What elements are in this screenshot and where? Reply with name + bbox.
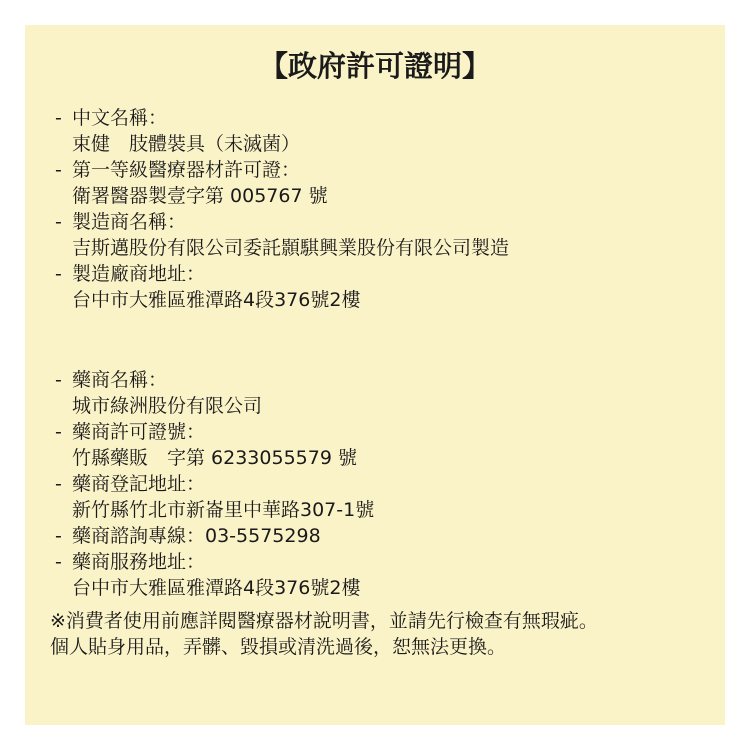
item-label: 藥商諮詢專線：03-5575298 xyxy=(72,525,321,547)
bullet-dash: - xyxy=(55,551,62,573)
list-item-label xyxy=(55,157,300,183)
page-title: 【政府許可證明】 xyxy=(258,49,491,83)
list-item-label xyxy=(55,419,205,445)
item-label: 製造廠商地址： xyxy=(72,263,206,285)
bullet-dash: - xyxy=(55,159,62,181)
list-item-label xyxy=(55,549,205,575)
list-item-label xyxy=(55,261,205,287)
list-item-label xyxy=(55,471,205,497)
list-item-value: 竹縣藥販 字第 6233055579 號 xyxy=(72,447,357,469)
bullet-dash: - xyxy=(55,525,62,547)
list-item-value: 台中市大雅區雅潭路4段376號2樓 xyxy=(72,577,361,599)
list-item-value: 衛署醫器製壹字第 005767 號 xyxy=(72,185,328,207)
list-item-label xyxy=(55,367,167,393)
list-item-label xyxy=(55,105,167,131)
list-item-label xyxy=(55,523,321,549)
bullet-dash: - xyxy=(55,211,62,233)
item-label: 製造商名稱： xyxy=(72,211,187,233)
item-label: 藥商登記地址： xyxy=(72,473,206,495)
item-label: 第一等級醫療器材許可證： xyxy=(72,159,301,181)
bullet-dash: - xyxy=(55,421,62,443)
item-label: 藥商名稱： xyxy=(72,369,168,391)
item-label: 藥商服務地址： xyxy=(72,551,206,573)
bullet-dash: - xyxy=(55,263,62,285)
list-item-value: 城市綠洲股份有限公司 xyxy=(72,395,263,417)
bullet-dash: - xyxy=(55,369,62,391)
note-line: ※消費者使用前應詳閱醫療器材說明書，並請先行檢查有無瑕疵。 xyxy=(50,610,598,632)
list-item-label xyxy=(55,209,186,235)
list-item-value: 吉斯邁股份有限公司委託顥騏興業股份有限公司製造 xyxy=(72,237,510,259)
bullet-dash: - xyxy=(55,107,62,129)
list-item-value: 新竹縣竹北市新崙里中華路307-1號 xyxy=(72,499,375,521)
certification-panel xyxy=(25,25,725,725)
item-label: 中文名稱： xyxy=(72,107,168,129)
list-item-value: 台中市大雅區雅潭路4段376號2樓 xyxy=(72,289,361,311)
list-item-value: 束健 肢體裝具（未滅菌） xyxy=(72,133,301,155)
note-line: 個人貼身用品，弄髒、毀損或清洗過後，恕無法更換。 xyxy=(50,636,507,658)
bullet-dash: - xyxy=(55,473,62,495)
item-label: 藥商許可證號： xyxy=(72,421,206,443)
